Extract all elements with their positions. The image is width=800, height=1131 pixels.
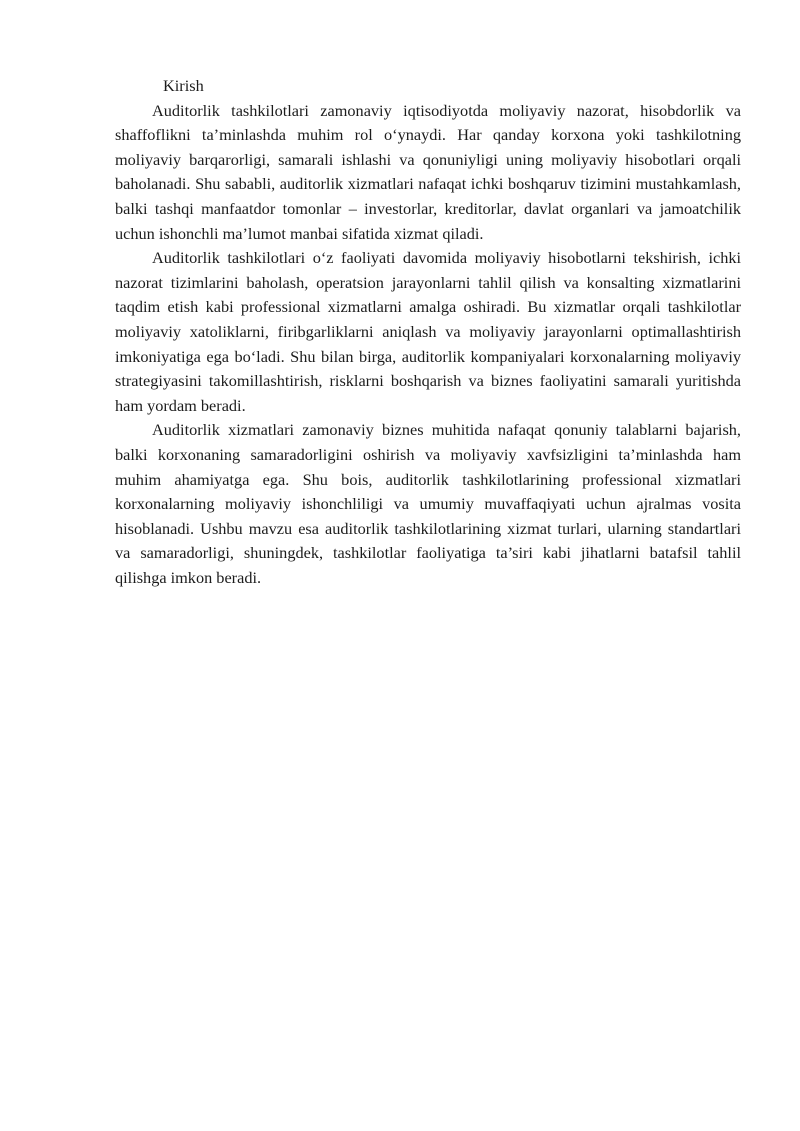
section-heading: Kirish	[163, 76, 204, 95]
paragraph-3: Auditorlik xizmatlari zamonaviy biznes muhitida nafaqat qonuniy talablarni bajarish, balki korxonaning samaradorligini oshirish va moliyaviy xavfsizligini ta’minlashda ham muhim ahamiyatga ega. Shu bois, auditorlik tashkilotlarining professional xizmatlari korxonalarning moliyaviy ishonchliligi va umumiy muvaffaqiyati uchun ajralmas vosita hisoblanadi. Ushbu mavzu esa auditorlik tashkilotlarining xizmat turlari, ularning standartlari va samaradorligi, shuningdek, tashkilotlar faoliyatiga ta’siri kabi jihatlarni batafsil tahlil qilishga imkon beradi.	[115, 420, 741, 587]
paragraph-2: Auditorlik tashkilotlari o‘z faoliyati davomida moliyaviy hisobotlarni tekshirish, ichki nazorat tizimlarini baholash, operatsion jarayonlarni tahlil qilish va konsalting xizmatlarini taqdim etish kabi professional xizmatlarni amalga oshiradi. Bu xizmatlar orqali tashkilotlar moliyaviy xatoliklarni, firibgarliklarni aniqlash va moliyaviy jarayonlarni optimallashtirish imkoniyatiga ega bo‘ladi. Shu bilan birga, auditorlik kompaniyalari korxonalarning moliyaviy strategiyasini takomillashtirish, risklarni boshqarish va biznes faoliyatini samarali yuritishda ham yordam beradi.	[115, 248, 741, 415]
paragraph-1: Auditorlik tashkilotlari zamonaviy iqtisodiyotda moliyaviy nazorat, hisobdorlik va shaffoflikni ta’minlashda muhim rol o‘ynaydi. Har qanday korxona yoki tashkilotning moliyaviy barqarorligi, samarali ishlashi va qonuniyligi uning moliyaviy hisobotlari orqali baholanadi. Shu sababli, auditorlik xizmatlari nafaqat ichki boshqaruv tizimini mustahkamlash, balki tashqi manfaatdor tomonlar – investorlar, kreditorlar, davlat organlari va jamoatchilik uchun ishonchli ma’lumot manbai sifatida xizmat qiladi.	[115, 100, 741, 243]
document-body	[115, 74, 741, 590]
